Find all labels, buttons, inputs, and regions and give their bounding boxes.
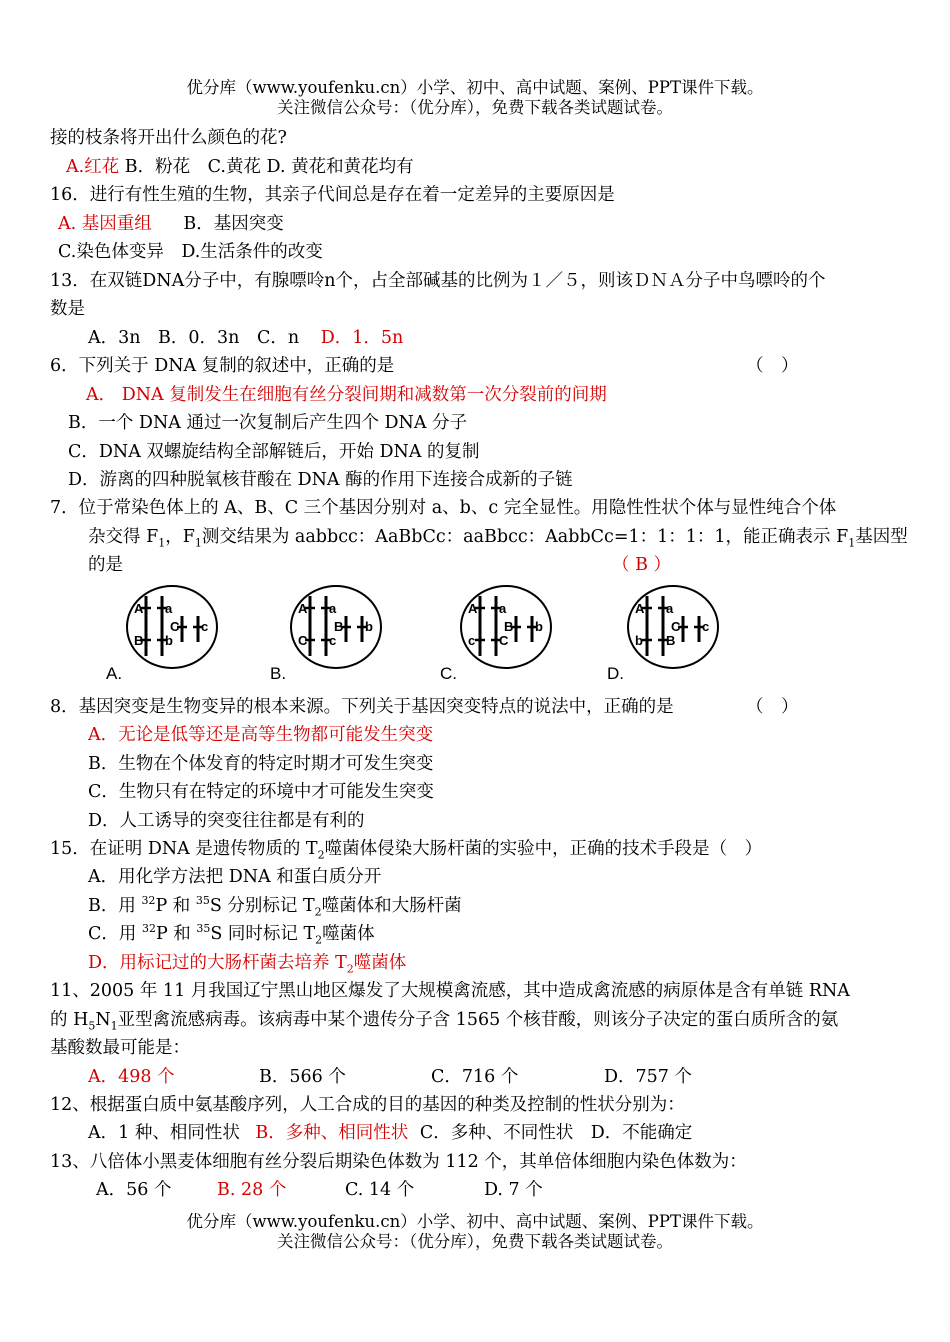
q16-options-cd: C.染色体变异 D.生活条件的改变: [58, 242, 323, 262]
q15-b-part-2: P 和: [155, 896, 196, 916]
gene-label: A: [298, 601, 308, 616]
q7-cell-option-label: C.: [440, 664, 457, 683]
q13b-option-a: A．56 个: [96, 1180, 172, 1200]
q15-c-part-4: 噬菌体: [322, 924, 375, 944]
q11-answer-a: A．498 个: [88, 1067, 175, 1087]
q12-stem: 12、根据蛋白质中氨基酸序列，人工合成的目的基因的种类及控制的性状分别为：: [50, 1095, 685, 1115]
q6-answer-a: A． DNA 复制发生在细胞有丝分裂间期和减数第一次分裂前的间期: [86, 385, 607, 405]
cell-svg: [458, 584, 558, 674]
q12-options-cd: C．多种、不同性状 D．不能确定: [419, 1123, 693, 1143]
q6-option-c: C．DNA 双螺旋结构全部解链后，开始 DNA 的复制: [68, 442, 480, 462]
q15-c-sup-35: 35: [196, 922, 211, 936]
cell-svg: [625, 584, 725, 674]
q15-stem-part-b: 噬菌体侵染大肠杆菌的实验中，正确的技术手段是（ ）: [324, 839, 763, 859]
q15-b-part-4: 噬菌体和大肠杆菌: [321, 896, 462, 916]
q11-option-c: C．716 个: [431, 1067, 519, 1087]
q7-stem-line-2: [88, 526, 908, 548]
q13a-options-abc: A．3n B．0．3n C．n: [88, 328, 300, 348]
gene-label: a: [165, 601, 173, 616]
graft-question-stem: 接的枝条将开出什么颜色的花?: [50, 128, 287, 148]
q13a-stem-line-1: 13．在双链DNA分子中，有腺嘌呤n个，占全部碱基的比例为１／５，则该ＤＮＡ分子中鸟嘌呤的个: [50, 271, 826, 291]
q15-b-sup-35: 35: [195, 894, 210, 908]
q7-sub-1a: 1: [158, 536, 166, 550]
q11-stem-line-2: [50, 1009, 838, 1031]
q15-c-part-3: S 同时标记 T: [210, 924, 316, 944]
gene-label: b: [635, 633, 643, 648]
gene-label: c: [329, 633, 337, 648]
gene-label: C: [499, 633, 509, 648]
gene-label: c: [468, 633, 476, 648]
q13b-option-d: D. 7 个: [484, 1180, 543, 1200]
cell-svg: [288, 584, 388, 674]
gene-label: a: [329, 601, 337, 616]
q15-c-part-2: P 和: [155, 924, 197, 944]
gene-label: B: [666, 633, 676, 648]
q15-b-part-1: B．用: [88, 896, 142, 916]
q11-sub-1: 1: [110, 1019, 118, 1033]
graft-options-rest: B．粉花 C.黄花 D. 黄花和黄花均有: [124, 157, 414, 177]
q7-cell-option-label: A.: [106, 664, 123, 683]
q13b-option-c: C. 14 个: [345, 1180, 415, 1200]
q15-sub-2: 2: [317, 848, 325, 862]
q8-option-b: B．生物在个体发育的特定时期才可发生突变: [88, 754, 434, 774]
q8-option-d: D．人工诱导的突变往往都是有利的: [88, 811, 365, 831]
q16-stem: 16．进行有性生殖的生物，其亲子代间总是存在着一定差异的主要原因是: [50, 185, 615, 205]
q7-answer: （ B ）: [612, 555, 671, 575]
q12-option-a: A．1 种、相同性状: [88, 1123, 240, 1143]
gene-label: a: [499, 601, 507, 616]
q15-stem-part-a: 15．在证明 DNA 是遗传物质的 T: [50, 839, 318, 859]
q16-answer-a: A. 基因重组: [58, 214, 152, 234]
q13a-options: [88, 327, 403, 349]
q15-b-sub-2: 2: [314, 905, 322, 919]
gene-label: B: [134, 633, 144, 648]
q15-option-b: [88, 895, 462, 917]
q11-option-b: B．566 个: [259, 1067, 346, 1087]
q11-part-a: 的 H: [50, 1010, 89, 1030]
gene-label: a: [666, 601, 674, 616]
q8-stem: 8．基因突变是生物变异的根本来源。下列关于基因突变特点的说法中，正确的是: [50, 697, 674, 717]
q11-part-b: N: [95, 1010, 111, 1030]
gene-label: C: [671, 619, 681, 634]
q7-cell-diagram: [607, 584, 725, 683]
graft-question-options: [66, 156, 414, 178]
q6-paren: （ ）: [746, 356, 799, 376]
q11-stem-line-3: 基酸数最可能是：: [50, 1038, 190, 1058]
gene-label: B: [504, 619, 514, 634]
q15-stem: [50, 838, 762, 860]
q7-cell-diagram: [106, 584, 224, 683]
q16-options-ab: [58, 213, 284, 235]
q7-sub-1c: 1: [848, 536, 856, 550]
q7-sub-1b: 1: [194, 536, 202, 550]
header-line-1: 优分库（www.youfenku.cn）小学、初中、高中试题、案例、PPT课件下载。: [186, 78, 764, 97]
graft-answer-a: A.红花: [66, 157, 120, 177]
cell-svg: [124, 584, 224, 674]
gene-label: A: [635, 601, 645, 616]
q8-answer-a: A．无论是低等还是高等生物都可能发生突变: [88, 725, 434, 745]
gene-label: C: [298, 633, 308, 648]
q13b-stem: 13、八倍体小黑麦体细胞有丝分裂后期染色体数为 112 个，其单倍体细胞内染色体数为：: [50, 1152, 747, 1172]
q15-b-part-3: S 分别标记 T: [209, 896, 315, 916]
gene-label: b: [165, 633, 173, 648]
q7-cell-diagram: [440, 584, 558, 683]
gene-label: b: [365, 619, 373, 634]
q7-stem-line-1: 7．位于常染色体上的 A、B、C 三个基因分别对 a、b、c 完全显性。用隐性性状个体与显性纯合个体: [50, 498, 837, 518]
q12-options: [88, 1122, 692, 1144]
header-line-2: 关注微信公众号：（优分库），免费下载各类试题试卷。: [277, 98, 673, 117]
gene-label: B: [334, 619, 344, 634]
q7-stem-part-b: ，F: [165, 527, 195, 547]
q7-cell-diagram: [270, 584, 388, 683]
q15-d-sub-2: 2: [346, 962, 354, 976]
gene-label: A: [134, 601, 144, 616]
q6-option-d: D．游离的四种脱氧核苷酸在 DNA 酶的作用下连接合成新的子链: [68, 470, 573, 490]
gene-label: c: [702, 619, 710, 634]
q6-stem: 6．下列关于 DNA 复制的叙述中，正确的是: [50, 356, 395, 376]
q6-option-b: B．一个 DNA 通过一次复制后产生四个 DNA 分子: [68, 413, 468, 433]
q15-answer-d: [88, 952, 406, 974]
q13a-answer-d: D．1．5n: [320, 328, 404, 348]
q16-option-b: B．基因突变: [183, 214, 284, 234]
q7-stem-part-d: 基因型: [855, 527, 908, 547]
gene-label: C: [170, 619, 180, 634]
q11-sub-5: 5: [88, 1019, 96, 1033]
footer-line-2: 关注微信公众号：（优分库），免费下载各类试题试卷。: [277, 1232, 673, 1251]
q7-stem-part-a: 杂交得 F: [88, 527, 159, 547]
q13a-stem-line-2: 数是: [50, 299, 85, 319]
q7-cell-option-label: B.: [270, 664, 287, 683]
q11-option-d: D．757 个: [604, 1067, 692, 1087]
q15-option-a: A．用化学方法把 DNA 和蛋白质分开: [88, 867, 382, 887]
gene-label: b: [535, 619, 543, 634]
gene-label: A: [468, 601, 478, 616]
q15-c-sub-2: 2: [315, 933, 323, 947]
q7-cell-option-label: D.: [607, 664, 624, 683]
q7-stem-part-c: 测交结果为 aabbcc：AaBbCc：aaBbcc：AabbCc=1：1：1：1，能正确表示 F: [201, 527, 849, 547]
q15-d-part-2: 噬菌体: [353, 953, 407, 973]
q15-option-c: [88, 923, 375, 945]
q15-c-sup-32: 32: [141, 922, 156, 936]
q11-stem-line-1: 11、2005 年 11 月我国辽宁黑山地区爆发了大规模禽流感，其中造成禽流感的病原体是含有单链 RNA: [50, 981, 850, 1001]
footer-line-1: 优分库（www.youfenku.cn）小学、初中、高中试题、案例、PPT课件下载。: [186, 1212, 764, 1231]
q8-paren: （ ）: [746, 697, 799, 717]
q15-b-sup-32: 32: [141, 894, 156, 908]
q15-c-part-1: C．用: [88, 924, 142, 944]
q13b-answer-b: B. 28 个: [217, 1180, 287, 1200]
q12-answer-b: B．多种、相同性状: [255, 1123, 409, 1143]
q11-part-c: 亚型禽流感病毒。该病毒中某个遗传分子含 1565 个核苷酸，则该分子决定的蛋白质所含的氨: [117, 1010, 839, 1030]
q7-stem-line-3: 的是: [88, 555, 123, 575]
q15-d-part-1: D．用标记过的大肠杆菌去培养 T: [88, 953, 347, 973]
gene-label: c: [201, 619, 209, 634]
q8-option-c: C．生物只有在特定的环境中才可能发生突变: [88, 782, 434, 802]
